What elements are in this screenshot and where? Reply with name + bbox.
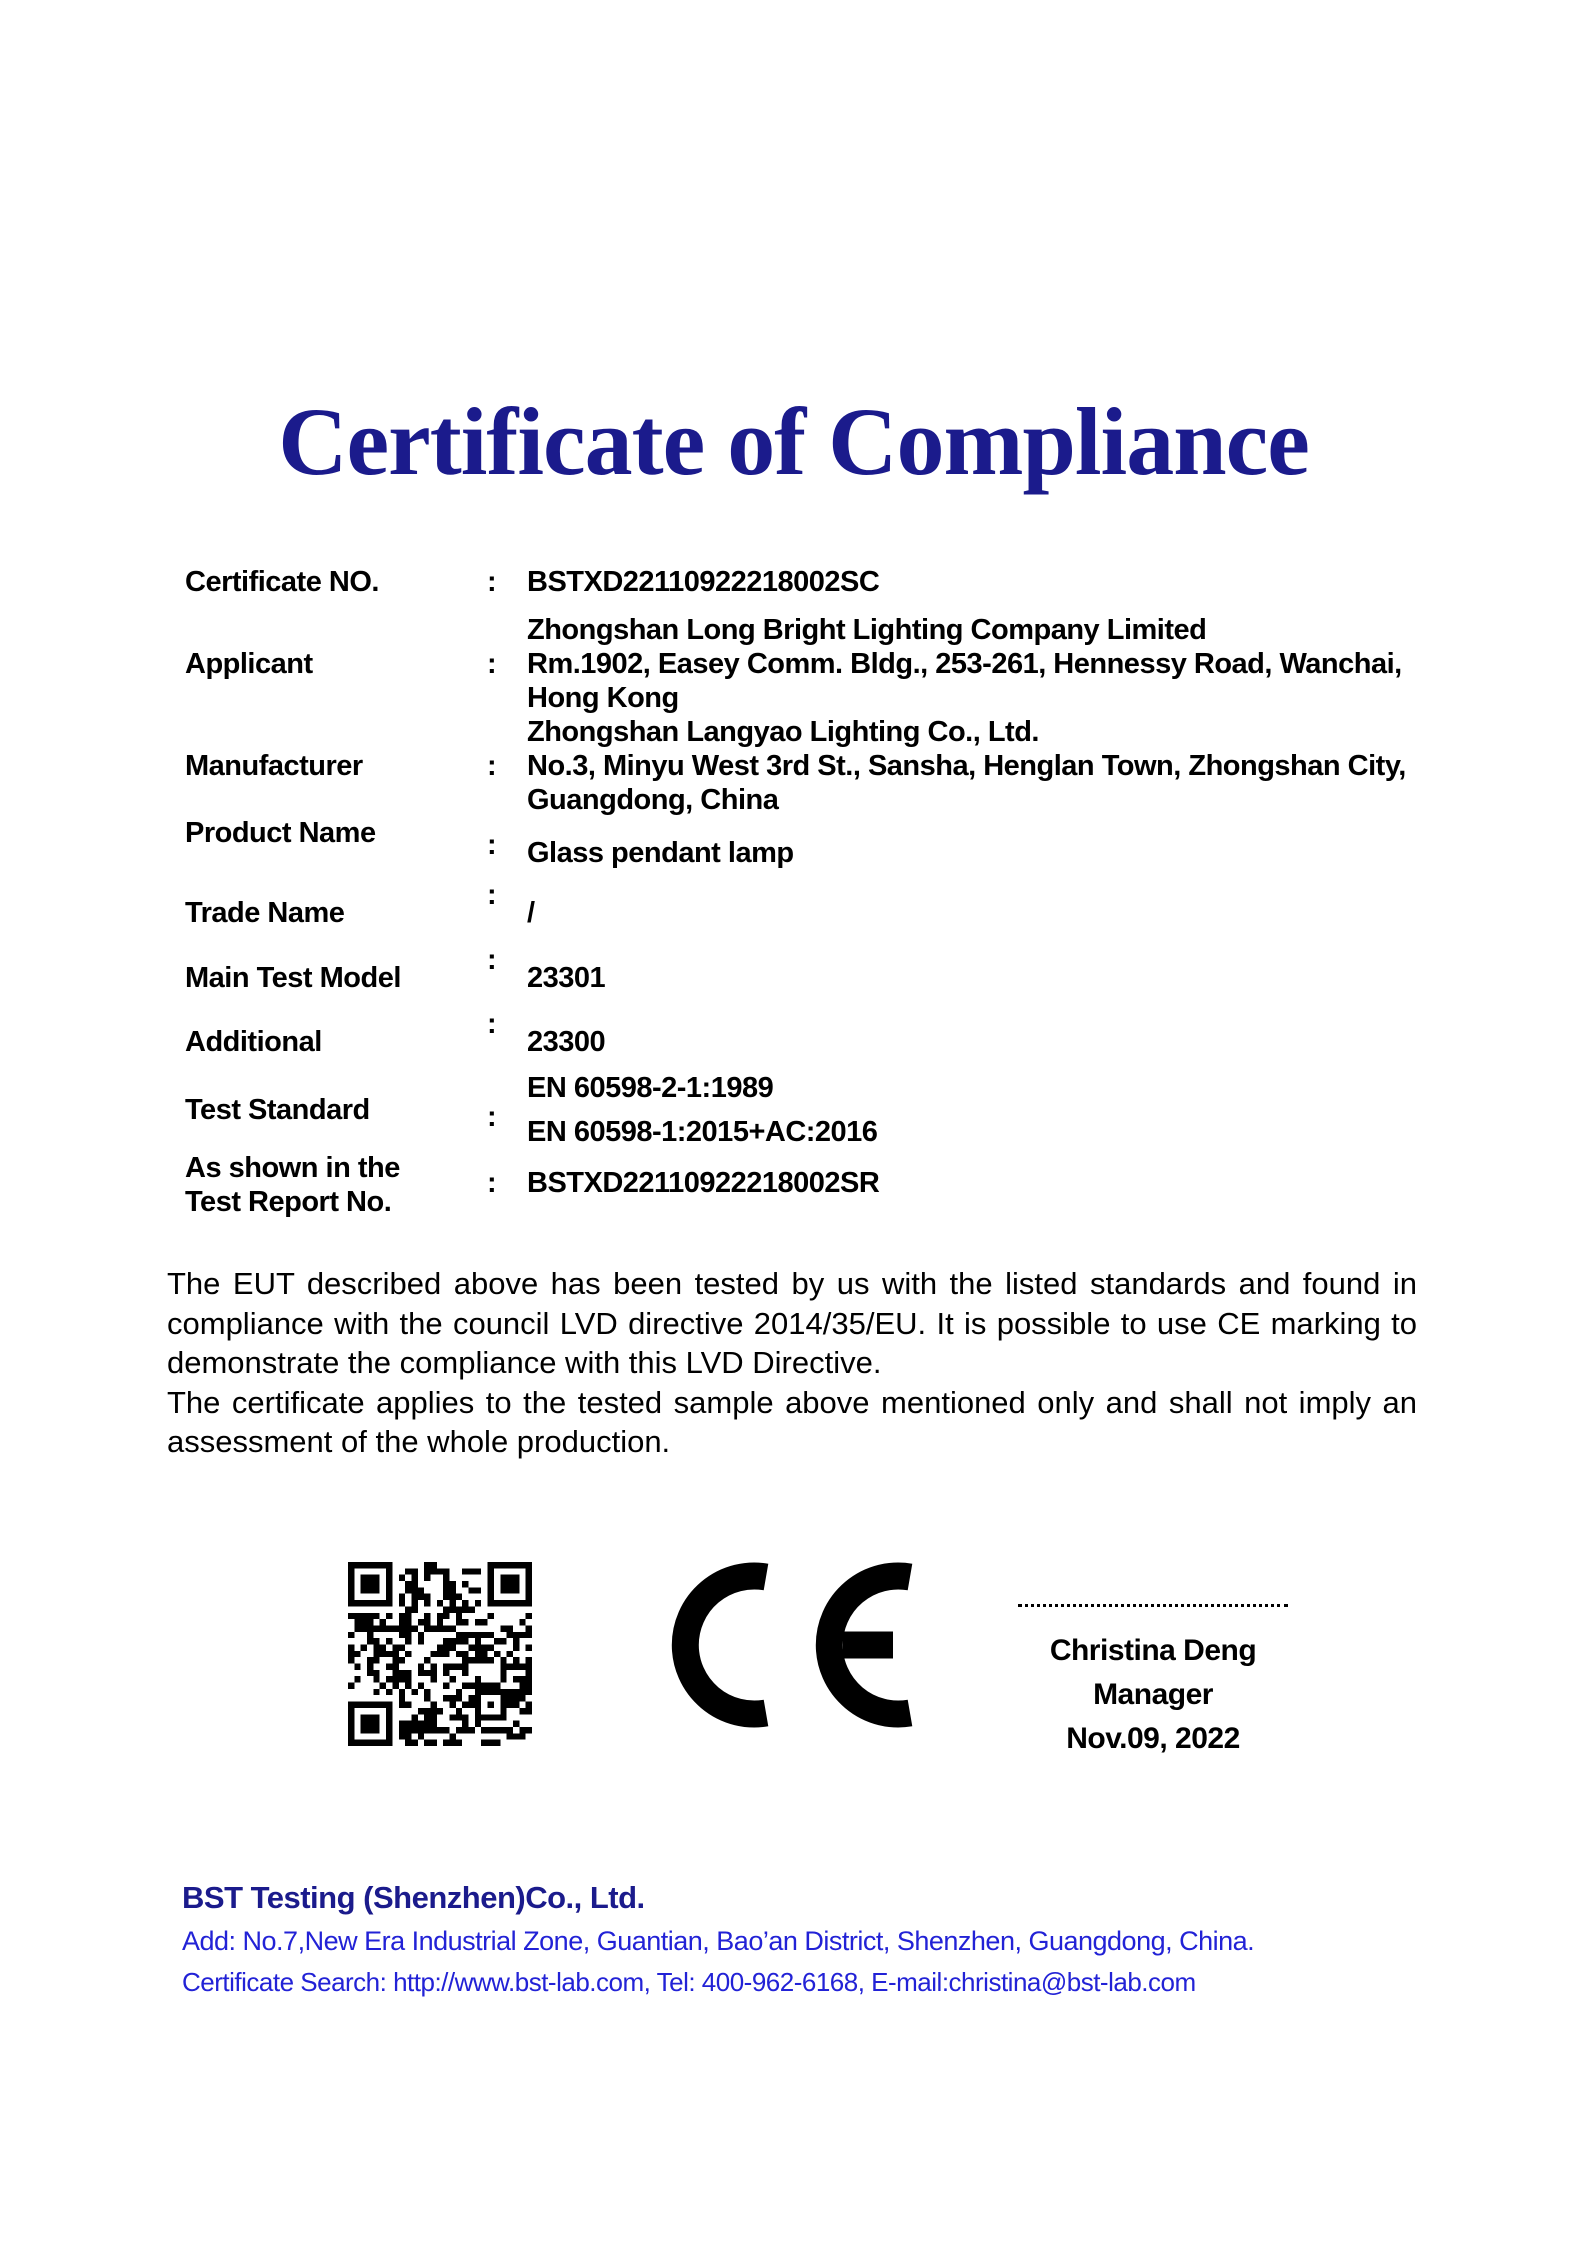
signature-role: Manager [1093, 1678, 1213, 1711]
field-value-line: Rm.1902, Easey Comm. Bldg., 253-261, Hennessy Road, Wanchai, [527, 648, 1402, 680]
field-label-line: Test Report No. [185, 1186, 392, 1218]
field-value-line: EN 60598-2-1:1989 [527, 1072, 774, 1104]
field-value [527, 613, 1402, 715]
field-colon: : [487, 750, 497, 782]
body-paragraph: The certificate applies to the tested sample above mentioned only and shall not imply an assessment of the whole production. [167, 1384, 1417, 1459]
field-value: BSTXD22110922218002SC [527, 566, 880, 598]
body-text [167, 1264, 1417, 1462]
field-value-line: Guangdong, China [527, 784, 779, 816]
signature-block [993, 1604, 1313, 1761]
field-label: Certificate NO. [185, 566, 379, 598]
field-colon: : [487, 1008, 497, 1040]
field-value-line: Hong Kong [527, 682, 679, 714]
field-value [527, 715, 1406, 817]
footer-search: Certificate Search: http://www.bst-lab.com, Tel: 400-962-6168, E-mail:christina@bst-lab.com [182, 1967, 1196, 1997]
field-value: 23301 [527, 962, 606, 994]
field-colon: : [487, 1101, 497, 1133]
field-value [527, 1066, 877, 1154]
field-label: Additional [185, 1026, 322, 1058]
field-label: Manufacturer [185, 750, 363, 782]
footer-company: BST Testing (Shenzhen)Co., Ltd. [182, 1880, 645, 1915]
field-colon: : [487, 829, 497, 861]
field-label [185, 1151, 400, 1219]
field-label: Main Test Model [185, 962, 401, 994]
qr-code [348, 1562, 532, 1746]
signature-dotted-line [1018, 1604, 1288, 1607]
field-label-line: As shown in the [185, 1152, 400, 1184]
field-colon: : [487, 944, 497, 976]
footer [182, 1880, 1482, 1998]
field-value: 23300 [527, 1026, 606, 1058]
field-value: Glass pendant lamp [527, 837, 794, 869]
body-paragraph: The EUT described above has been tested by us with the listed standards and found in compliance with the council LVD directive 2014/35/EU. It is possible to use CE marking to demonstrate the compliance with this LVD Directive. [167, 1266, 1417, 1380]
footer-address: Add: No.7,New Era Industrial Zone, Guantian, Bao’an District, Shenzhen, Guangdong, China. [182, 1926, 1255, 1956]
field-colon: : [487, 648, 497, 680]
ce-mark-icon [671, 1560, 915, 1730]
field-label: Test Standard [185, 1094, 370, 1126]
signature-name: Christina Deng [1049, 1634, 1257, 1667]
field-value-line: No.3, Minyu West 3rd St., Sansha, Henglan Town, Zhongshan City, [527, 750, 1406, 782]
field-value: BSTXD22110922218002SR [527, 1167, 880, 1199]
field-value-line: Zhongshan Langyao Lighting Co., Ltd. [527, 716, 1039, 748]
field-colon: : [487, 1167, 497, 1199]
field-label: Applicant [185, 648, 313, 680]
field-value-line: EN 60598-1:2015+AC:2016 [527, 1116, 878, 1148]
field-colon: : [487, 566, 497, 598]
field-label: Trade Name [185, 897, 345, 929]
field-label: Product Name [185, 817, 376, 849]
field-value: / [527, 897, 535, 929]
field-value-line: Zhongshan Long Bright Lighting Company Limited [527, 614, 1207, 646]
field-colon: : [487, 879, 497, 911]
page-title: Certificate of Compliance [278, 388, 1309, 495]
signature-date: Nov.09, 2022 [1066, 1722, 1240, 1755]
